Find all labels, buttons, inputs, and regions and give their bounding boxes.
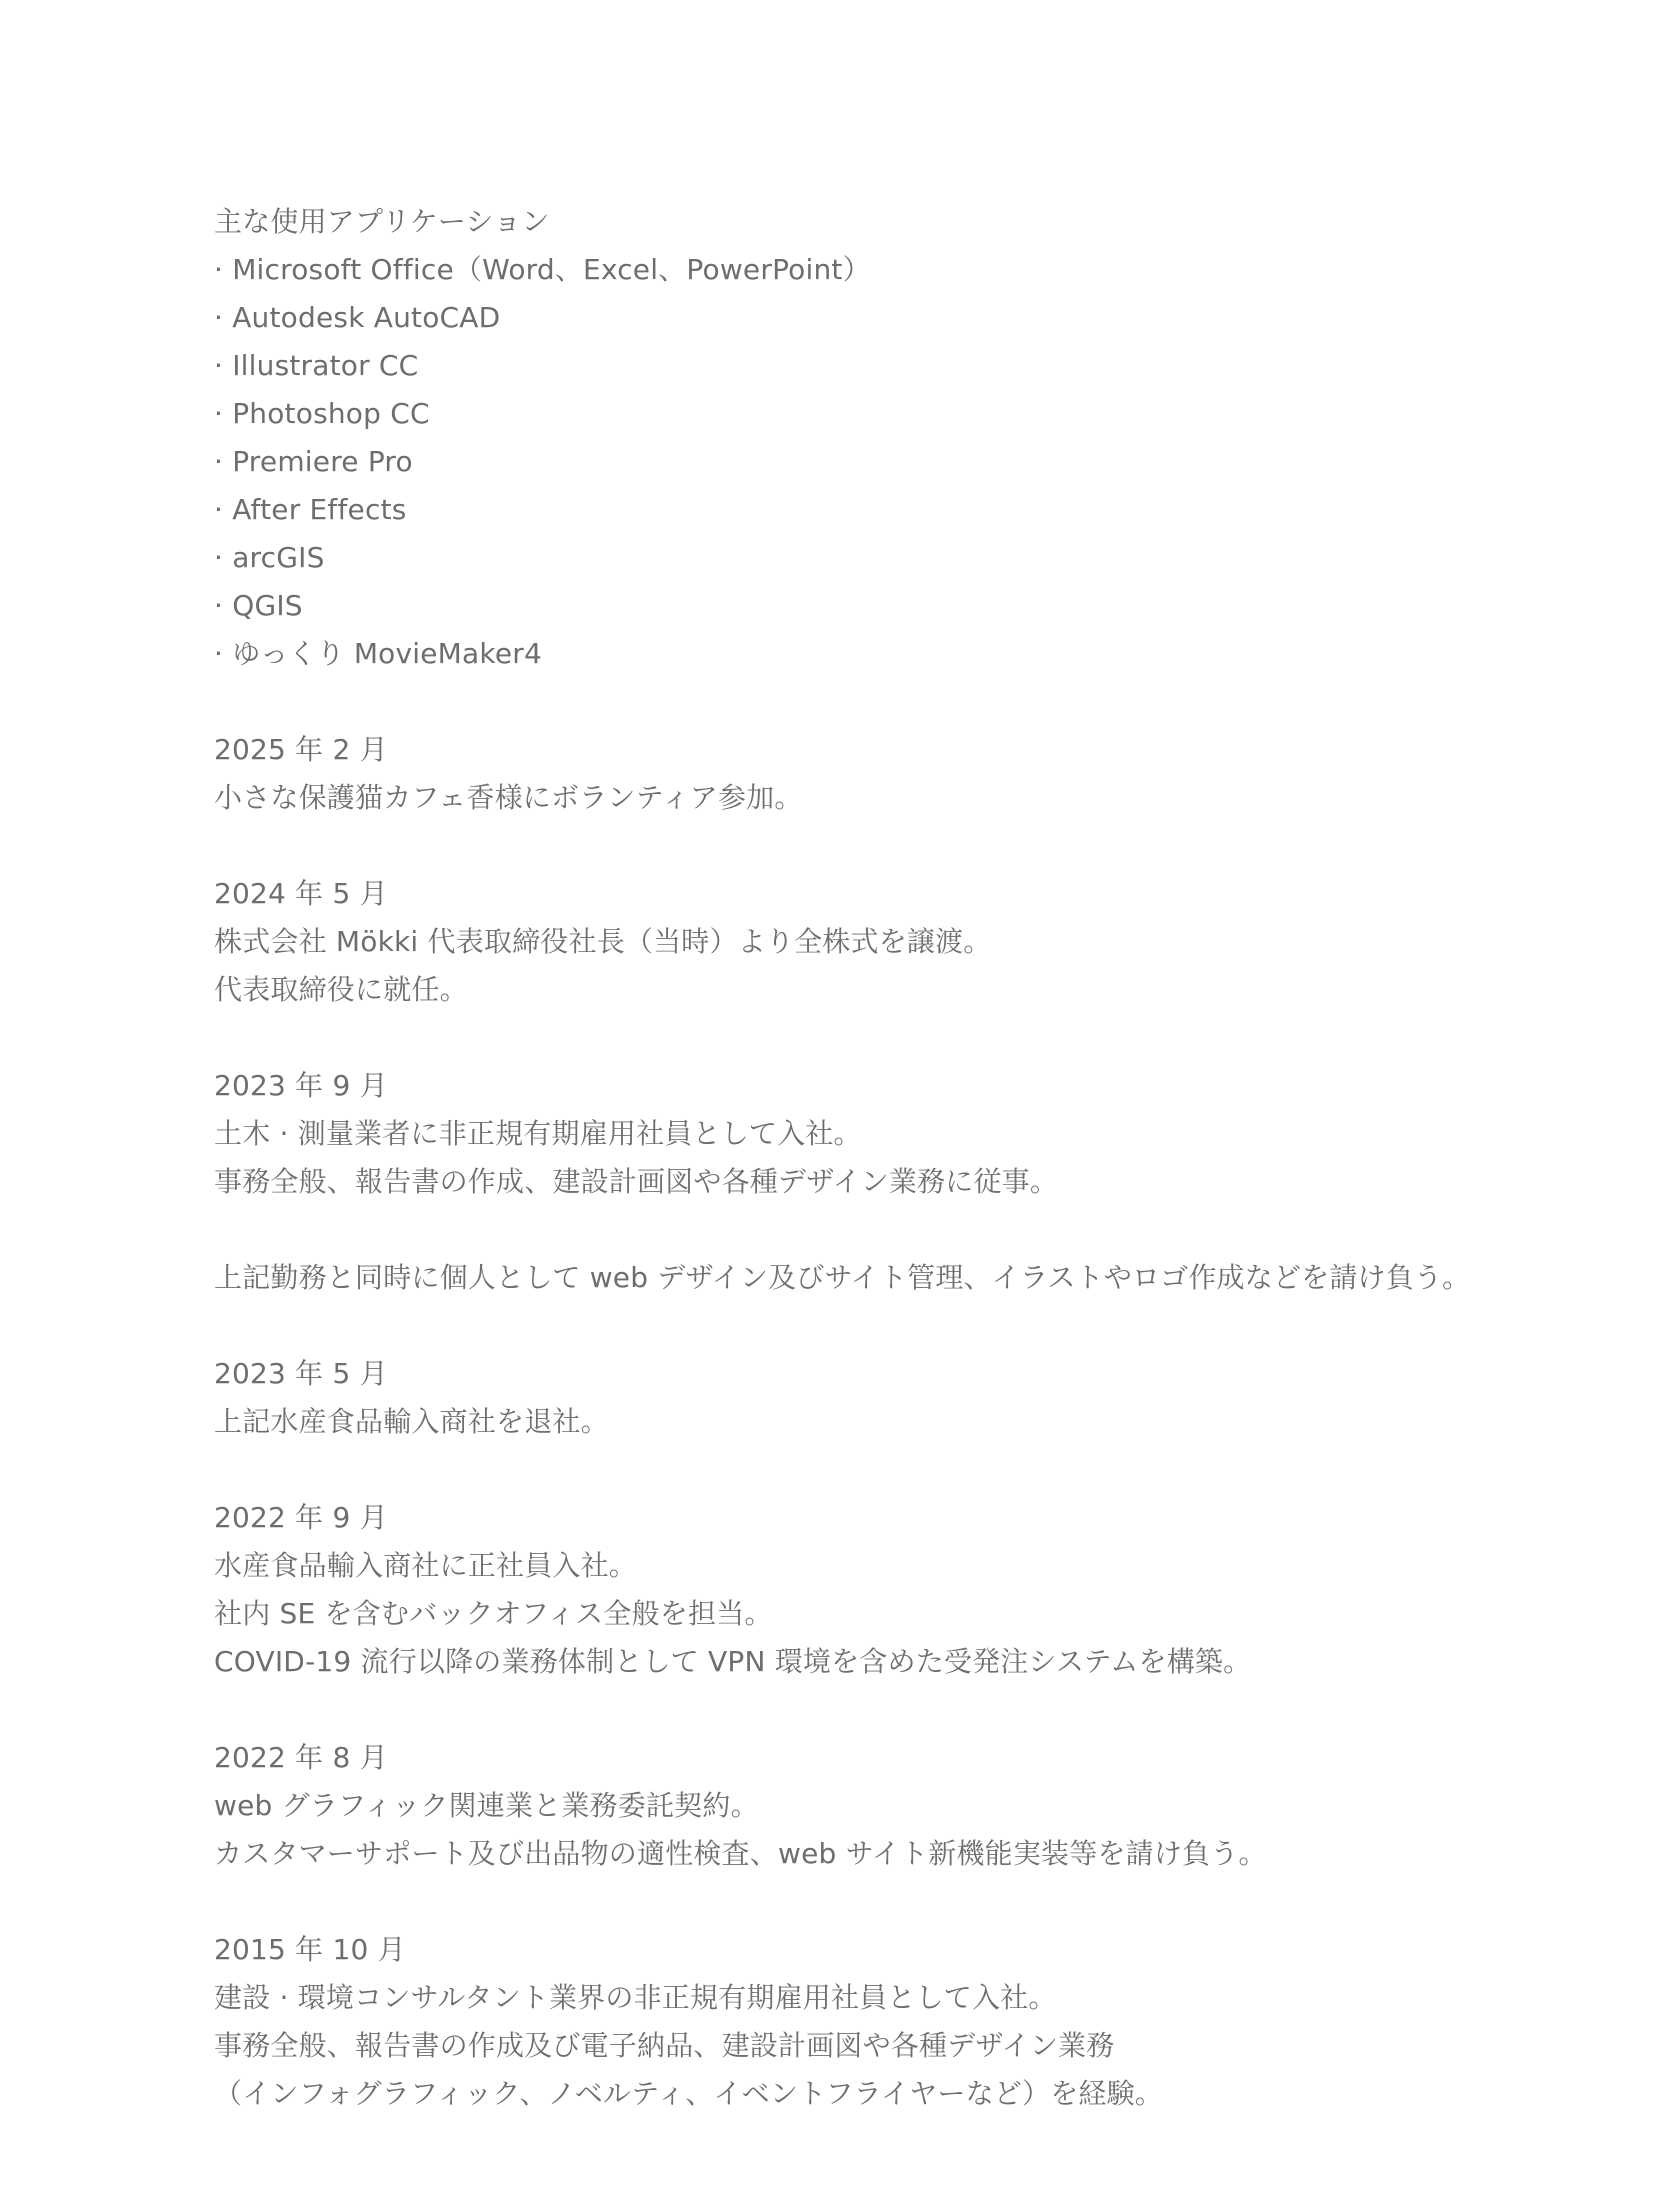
history-entry-2022-09 xyxy=(214,1494,1514,1686)
application-item: · Autodesk AutoCAD xyxy=(214,301,501,334)
history-text: 代表取締役に就任。 xyxy=(214,973,468,1006)
history-text: 事務全般、報告書の作成及び電子納品、建設計画図や各種デザイン業務 xyxy=(214,2029,1115,2062)
section-spacer xyxy=(214,1014,1514,1062)
history-text-blank xyxy=(214,1206,1514,1254)
application-item: · QGIS xyxy=(214,589,303,622)
history-text: 上記水産食品輸入商社を退社。 xyxy=(214,1405,609,1438)
history-date: 2022 年 9 月 xyxy=(214,1501,388,1534)
history-date: 2025 年 2 月 xyxy=(214,733,388,766)
history-text: 小さな保護猫カフェ香様にボランティア参加。 xyxy=(214,781,803,814)
history-text: 上記勤務と同時に個人として web デザイン及びサイト管理、イラストやロゴ作成などを請け負う。 xyxy=(214,1261,1471,1294)
applications-heading: 主な使用アプリケーション xyxy=(214,205,550,238)
application-item: · ゆっくり MovieMaker4 xyxy=(214,637,542,670)
section-spacer xyxy=(214,678,1514,726)
history-text: カスタマーサポート及び出品物の適性検査、web サイト新機能実装等を請け負う。 xyxy=(214,1837,1267,1870)
application-item: · Photoshop CC xyxy=(214,397,430,430)
history-date: 2024 年 5 月 xyxy=(214,877,388,910)
history-text: 社内 SE を含むバックオフィス全般を担当。 xyxy=(214,1597,773,1630)
history-date: 2023 年 5 月 xyxy=(214,1357,388,1390)
history-date: 2015 年 10 月 xyxy=(214,1933,406,1966)
history-entry-2023-09 xyxy=(214,1062,1514,1302)
history-entry-2024-05 xyxy=(214,870,1514,1014)
history-text: web グラフィック関連業と業務委託契約。 xyxy=(214,1789,759,1822)
application-item: · arcGIS xyxy=(214,541,325,574)
applications-section xyxy=(214,198,1514,678)
history-text: 事務全般、報告書の作成、建設計画図や各種デザイン業務に従事。 xyxy=(214,1165,1059,1198)
history-entry-2015-10 xyxy=(214,1926,1514,2118)
application-item: · After Effects xyxy=(214,493,407,526)
section-spacer xyxy=(214,1878,1514,1926)
history-text: COVID-19 流行以降の業務体制として VPN 環境を含めた受発注システムを構築。 xyxy=(214,1645,1252,1678)
section-spacer xyxy=(214,1446,1514,1494)
application-item: · Microsoft Office（Word、Excel、PowerPoint） xyxy=(214,253,871,286)
history-entry-2023-05 xyxy=(214,1350,1514,1446)
application-item: · Premiere Pro xyxy=(214,445,413,478)
history-text: 建設 · 環境コンサルタント業界の非正規有期雇用社員として入社。 xyxy=(214,1981,1057,2014)
section-spacer xyxy=(214,822,1514,870)
history-entry-2025-02 xyxy=(214,726,1514,822)
document-page xyxy=(214,198,1514,2118)
history-text: 土木 · 測量業者に非正規有期雇用社員として入社。 xyxy=(214,1117,862,1150)
history-date: 2022 年 8 月 xyxy=(214,1741,388,1774)
section-spacer xyxy=(214,1686,1514,1734)
history-text: 水産食品輸入商社に正社員入社。 xyxy=(214,1549,638,1582)
section-spacer xyxy=(214,1302,1514,1350)
history-entry-2022-08 xyxy=(214,1734,1514,1878)
history-date: 2023 年 9 月 xyxy=(214,1069,388,1102)
application-item: · Illustrator CC xyxy=(214,349,419,382)
history-text: （インフォグラフィック、ノベルティ、イベントフライヤーなど）を経験。 xyxy=(214,2077,1164,2110)
history-text: 株式会社 Mökki 代表取締役社長（当時）より全株式を譲渡。 xyxy=(214,925,992,958)
